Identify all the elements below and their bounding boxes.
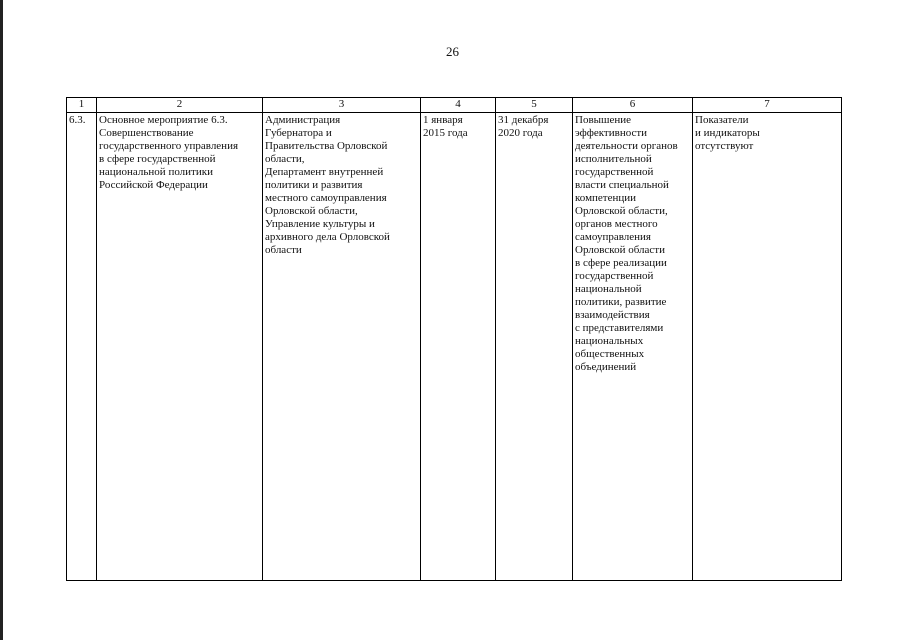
end-date-text: 31 декабря 2020 года [498,114,549,139]
scan-left-edge [0,0,3,640]
page-number: 26 [446,44,459,59]
start-date-cell [421,113,496,581]
header-cell-1: 1 [67,98,97,113]
result-text: Повышение эффективности деятельности органов исполнительной государственной власти специальной компетенции Орловской области, органов местного самоуправления Орловской области в сфере реализации государственной национальной политики, развитие взаимодействия с представителями национальных общественных объединений [575,114,678,373]
header-cell-4: 4 [421,98,496,113]
header-cell-5: 5 [496,98,573,113]
measure-text: Основное мероприятие 6.3. Совершенствование государственного управления в сфере государственной национальной политики Российской Федерации [99,114,239,191]
header-cell-7: 7 [693,98,842,113]
measure-cell [97,113,263,581]
header-cell-2: 2 [97,98,263,113]
header-cell-3: 3 [263,98,421,113]
row-number-cell [67,113,97,581]
executors-text: Администрация Губернатора и Правительства Орловской области, Департамент внутренней политики и развития местного самоуправления Орловской области, Управление культуры и архивного дела Орловской области [265,114,390,256]
result-cell [573,113,693,581]
indicators-text: Показатели и индикаторы отсутствуют [695,114,760,152]
start-date-text: 1 января 2015 года [423,114,468,139]
row-number: 6.3. [69,114,86,126]
executors-cell [263,113,421,581]
table-header-row [67,98,842,113]
end-date-cell [496,113,573,581]
table-row [67,113,842,581]
indicators-cell [693,113,842,581]
header-cell-6: 6 [573,98,693,113]
measures-table [66,97,842,581]
